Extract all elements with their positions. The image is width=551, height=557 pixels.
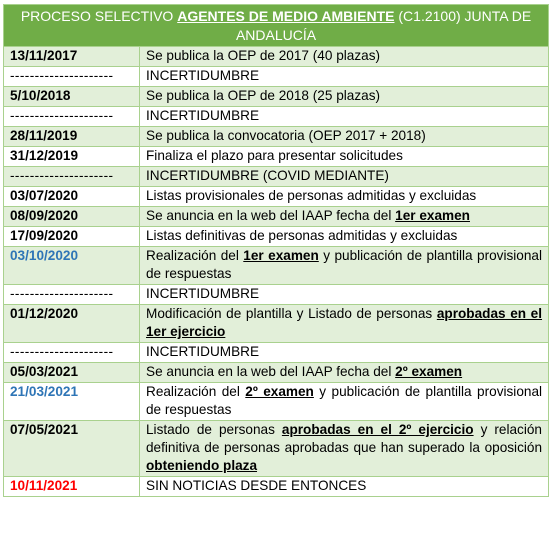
row-description: Listado de personas aprobadas en el 2º ejercicio y relación definitiva de personas aprobadas que han superado la oposición obteniendo plaza (140, 421, 549, 477)
row-description: Listas provisionales de personas admitidas y excluidas (140, 187, 549, 207)
row-description: Realización del 2º examen y publicación de plantilla provisional de respuestas (140, 383, 549, 421)
row-date: 5/10/2018 (4, 87, 140, 107)
table-row (4, 383, 549, 421)
row-description: INCERTIDUMBRE (140, 107, 549, 127)
row-description: INCERTIDUMBRE (140, 285, 549, 305)
row-date: --------------------- (4, 285, 140, 305)
row-date: 05/03/2021 (4, 363, 140, 383)
row-description: INCERTIDUMBRE (140, 67, 549, 87)
row-date: 17/09/2020 (4, 227, 140, 247)
timeline-document (3, 4, 548, 497)
table-row (4, 187, 549, 207)
table-row (4, 247, 549, 285)
row-date: 31/12/2019 (4, 147, 140, 167)
table-row (4, 67, 549, 87)
table-row (4, 107, 549, 127)
table-row (4, 285, 549, 305)
row-date: 08/09/2020 (4, 207, 140, 227)
title-prefix: PROCESO SELECTIVO (20, 8, 178, 24)
row-date: 07/05/2021 (4, 421, 140, 477)
table-row (4, 343, 549, 363)
timeline-table (3, 4, 549, 497)
row-date: --------------------- (4, 343, 140, 363)
row-description: Se anuncia en la web del IAAP fecha del 2º examen (140, 363, 549, 383)
table-title (4, 5, 549, 47)
title-emphasis: AGENTES DE MEDIO AMBIENTE (177, 8, 395, 24)
row-date: --------------------- (4, 167, 140, 187)
table-row (4, 127, 549, 147)
row-date: 03/10/2020 (4, 247, 140, 285)
row-description: Se publica la OEP de 2017 (40 plazas) (140, 47, 549, 67)
row-description: Finaliza el plazo para presentar solicitudes (140, 147, 549, 167)
table-row (4, 305, 549, 343)
row-description: INCERTIDUMBRE (COVID MEDIANTE) (140, 167, 549, 187)
table-row (4, 421, 549, 477)
row-description: Modificación de plantilla y Listado de personas aprobadas en el 1er ejercicio (140, 305, 549, 343)
row-description: Listas definitivas de personas admitidas y excluidas (140, 227, 549, 247)
table-row (4, 47, 549, 67)
row-description: Realización del 1er examen y publicación de plantilla provisional de respuestas (140, 247, 549, 285)
table-row (4, 363, 549, 383)
row-date: 21/03/2021 (4, 383, 140, 421)
row-date: --------------------- (4, 107, 140, 127)
row-description: Se anuncia en la web del IAAP fecha del 1er examen (140, 207, 549, 227)
row-date: 03/07/2020 (4, 187, 140, 207)
table-row (4, 477, 549, 497)
header-row (4, 5, 549, 47)
row-date: 01/12/2020 (4, 305, 140, 343)
row-description: SIN NOTICIAS DESDE ENTONCES (140, 477, 549, 497)
row-description: INCERTIDUMBRE (140, 343, 549, 363)
row-date: --------------------- (4, 67, 140, 87)
table-row (4, 147, 549, 167)
title-suffix: (C1.2100) JUNTA DE ANDALUCÍA (235, 8, 532, 43)
row-description: Se publica la OEP de 2018 (25 plazas) (140, 87, 549, 107)
table-row (4, 87, 549, 107)
table-row (4, 167, 549, 187)
row-date: 28/11/2019 (4, 127, 140, 147)
row-description: Se publica la convocatoria (OEP 2017 + 2018) (140, 127, 549, 147)
row-date: 10/11/2021 (4, 477, 140, 497)
row-date: 13/11/2017 (4, 47, 140, 67)
table-row (4, 227, 549, 247)
table-row (4, 207, 549, 227)
